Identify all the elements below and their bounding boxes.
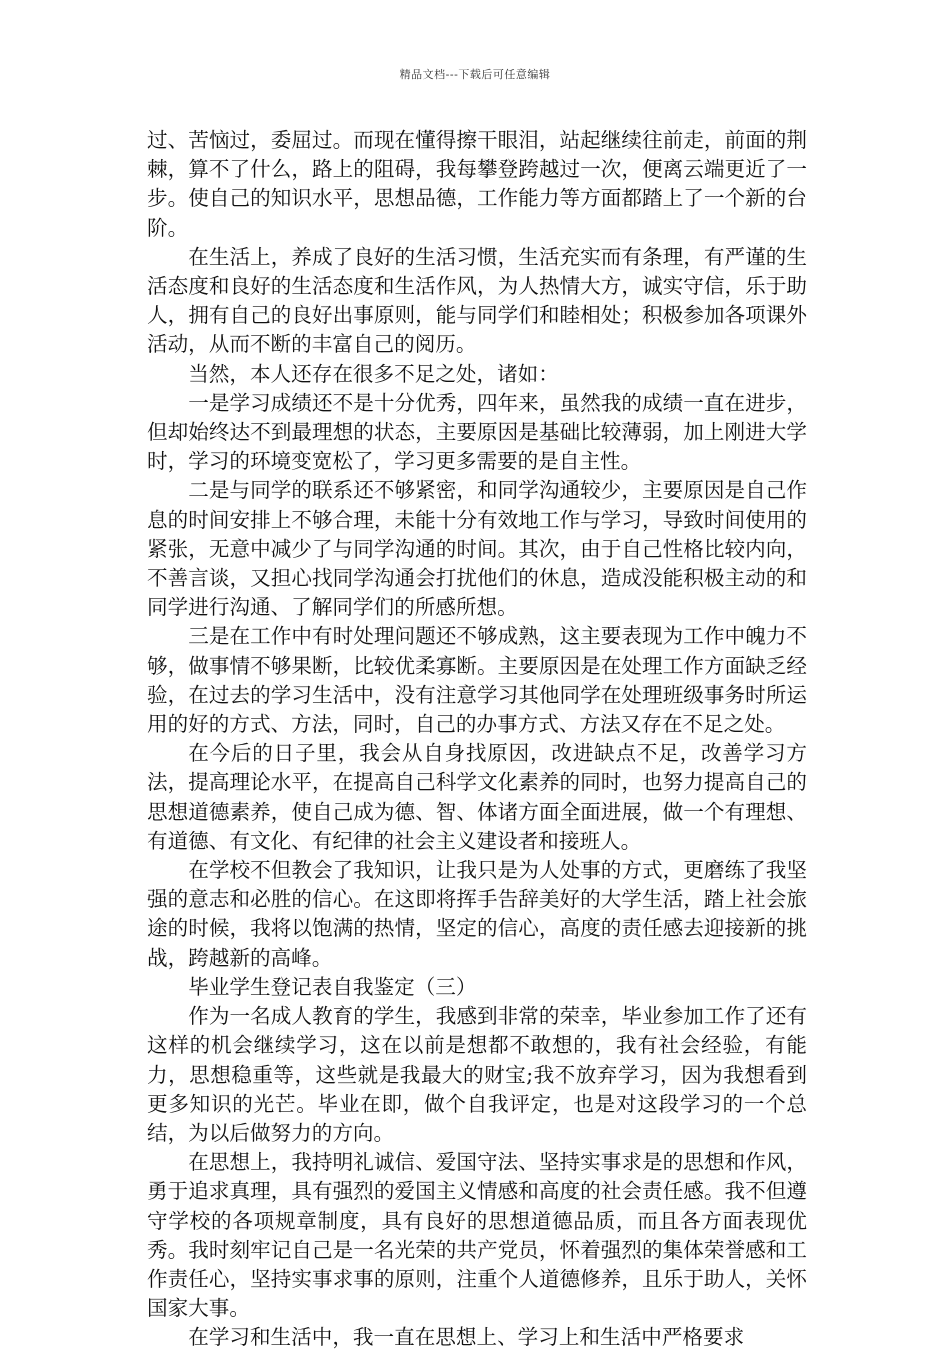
paragraph: 过、苦恼过，委屈过。而现在懂得擦干眼泪，站起继续往前走，前面的荆棘，算不了什么，路上的阻碍，我每攀登跨越过一次，便离云端更近了一步。使自己的知识水平，思想品德，工作能力等方面都踏上了一个新的台阶。 [147, 128, 807, 240]
page-header: 精品文档---下载后可任意编辑 [399, 68, 551, 81]
paragraph: 在思想上，我持明礼诚信、爱国守法、坚持实事求是的思想和作风，勇于追求真理，具有强烈的爱国主义情感和高度的社会责任感。我不但遵守学校的各项规章制度，具有良好的思想道德品质，而且各方面表现优秀。我时刻牢记自己是一名光荣的共产党员，怀着强烈的集体荣誉感和工作责任心，坚持实事求事的原则，注重个人道德修养，且乐于助人，关怀国家大事。 [147, 1150, 807, 1321]
paragraph: 在今后的日子里，我会从自身找原因，改进缺点不足，改善学习方法，提高理论水平，在提高自己科学文化素养的同时，也努力提高自己的思想道德素养，使自己成为德、智、体诸方面全面进展，做一个有理想、有道德、有文化、有纪律的社会主义建设者和接班人。 [147, 741, 807, 853]
section-heading: 毕业学生登记表自我鉴定（三） [188, 974, 477, 999]
paragraph: 在生活上，养成了良好的生活习惯，生活充实而有条理，有严谨的生活态度和良好的生活态度和生活作风，为人热情大方，诚实守信，乐于助人，拥有自己的良好出事原则，能与同学们和睦相处；积极参加各项课外活动，从而不断的丰富自己的阅历。 [147, 244, 807, 357]
paragraph: 二是与同学的联系还不够紧密，和同学沟通较少，主要原因是自己作息的时间安排上不够合理，未能十分有效地工作与学习，导致时间使用的紧张，无意中减少了与同学沟通的时间。其次，由于自己性格比较内向，不善言谈，又担心找同学沟通会打扰他们的休息，造成没能积极主动的和同学进行沟通、了解同学们的所感所想。 [147, 478, 807, 620]
paragraph: 在学校不但教会了我知识，让我只是为人处事的方式，更磨练了我坚强的意志和必胜的信心。在这即将挥手告辞美好的大学生活，踏上社会旅途的时候，我将以饱满的热情，坚定的信心，高度的责任感去迎接新的挑战，跨越新的高峰。 [147, 858, 807, 970]
paragraph: 三是在工作中有时处理问题还不够成熟，这主要表现为工作中魄力不够，做事情不够果断，比较优柔寡断。主要原因是在处理工作方面缺乏经验，在过去的学习生活中，没有注意学习其他同学在处理班级事务时所运用的好的方式、方法，同时，自己的办事方式、方法又存在不足之处。 [147, 624, 807, 737]
paragraph: 当然，本人还存在很多不足之处，诸如： [188, 361, 559, 386]
document-body [147, 126, 807, 1353]
paragraph: 在学习和生活中，我一直在思想上、学习上和生活中严格要求 [188, 1325, 745, 1350]
paragraph: 一是学习成绩还不是十分优秀，四年来，虽然我的成绩一直在进步，但却始终达不到最理想的状态，主要原因是基础比较薄弱，加上刚进大学时，学习的环境变宽松了，学习更多需要的是自主性。 [147, 390, 807, 474]
paragraph: 作为一名成人教育的学生，我感到非常的荣幸，毕业参加工作了还有这样的机会继续学习，这在以前是想都不敢想的，我有社会经验，有能力，思想稳重等，这些就是我最大的财宝;我不放弃学习，因为我想看到更多知识的光芒。毕业在即，做个自我评定，也是对这段学习的一个总结，为以后做努力的方向。 [147, 1004, 807, 1145]
